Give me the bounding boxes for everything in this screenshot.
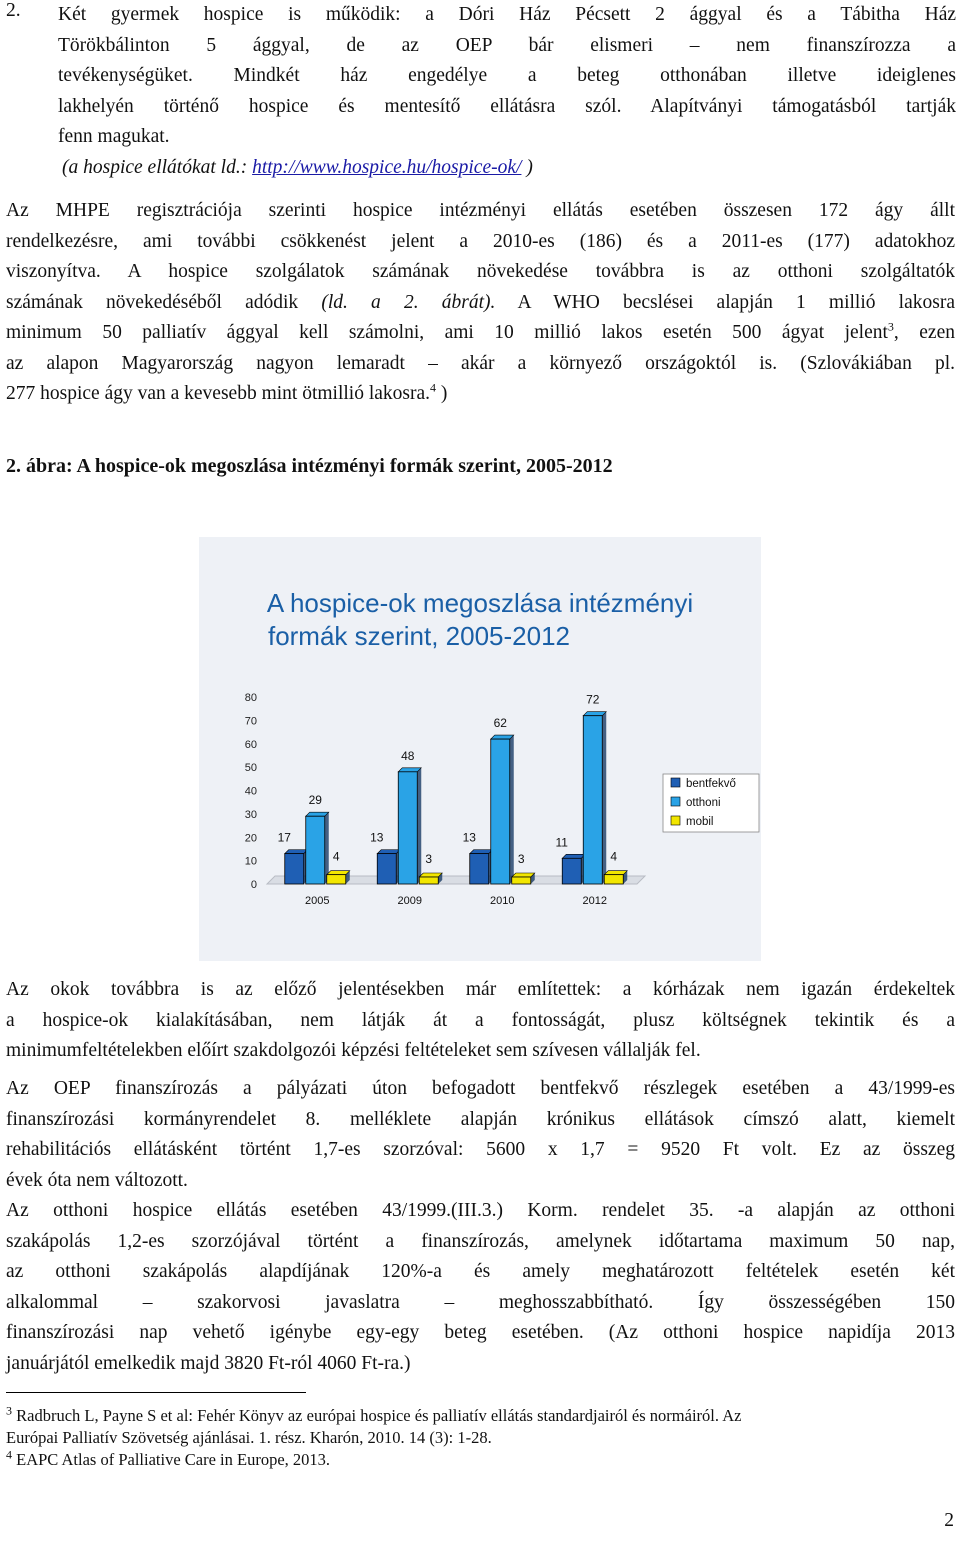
footnote-3 bbox=[6, 1405, 955, 1427]
legend-label: mobil bbox=[686, 816, 714, 828]
paragraph-mhpe bbox=[6, 196, 955, 410]
bar-top bbox=[604, 871, 627, 875]
text-segment: minimum 50 palliatív ággyal kell számolni, ami 10 millió lakos esetén 500 ágyat jelent bbox=[6, 322, 888, 343]
data-label: 3 bbox=[517, 851, 525, 866]
text-line: minimumfeltételekben előírt szakdolgozói képzési feltételeket sem szívesen vállalják fel. bbox=[6, 1040, 701, 1061]
footnotes bbox=[6, 1405, 955, 1471]
text-line: finanszírozási kormányrendelet 8. melléklete alapján krónikus ellátások címszó alatt, kiemelt bbox=[6, 1108, 955, 1130]
data-label: 3 bbox=[425, 851, 433, 866]
text-line bbox=[6, 379, 955, 410]
text-segment: , ezen bbox=[893, 322, 955, 343]
legend-label: bentfekvő bbox=[686, 778, 736, 790]
footnote-3-cont: Európai Palliatív Szövetség ajánlásai. 1. rész. Kharón, 2010. 14 (3): 1-28. bbox=[6, 1428, 492, 1447]
footnote-4 bbox=[6, 1449, 955, 1471]
bar-otthoni-2009 bbox=[398, 772, 417, 884]
data-label: 4 bbox=[610, 849, 618, 864]
footnote-ref-3[interactable]: 3 bbox=[887, 319, 894, 334]
legend-swatch bbox=[671, 778, 680, 787]
footnote-divider bbox=[6, 1392, 306, 1393]
legend-swatch bbox=[671, 797, 680, 806]
bar-chart bbox=[199, 537, 761, 961]
y-tick-label: 70 bbox=[244, 715, 257, 728]
chart-title-line-2: formák szerint, 2005-2012 bbox=[267, 621, 571, 651]
text-line: Két gyermek hospice is működik: a Dóri Ház Pécsett 2 ággyal és a Tábitha Ház bbox=[58, 4, 956, 25]
text-line: alkalommal – szakorvosi javaslatra – meghosszabbítható. Így összességében 150 bbox=[6, 1291, 955, 1313]
data-label: 4 bbox=[332, 849, 340, 864]
bar-mobil-2009 bbox=[419, 877, 438, 884]
bar-mobil-2012 bbox=[604, 875, 623, 884]
text-line: januárjától emelkedik majd 3820 Ft-ról 4060 Ft-ra.) bbox=[6, 1352, 411, 1374]
data-label: 62 bbox=[493, 716, 507, 731]
text-line: a hospice-ok kialakításában, nem látják át a fontosságát, plusz költségnek tekintik és a bbox=[6, 1009, 955, 1031]
bar-bentfekvő-2010 bbox=[470, 854, 489, 884]
y-tick-label: 40 bbox=[244, 785, 257, 798]
bar-mobil-2010 bbox=[512, 877, 531, 884]
paragraph-financing bbox=[6, 1074, 955, 1379]
bar-top bbox=[562, 854, 585, 858]
text-line: Az otthoni hospice ellátás esetében 43/1999.(III.3.) Korm. rendelet 35. -a alapján az otthoni bbox=[6, 1200, 955, 1221]
text-line bbox=[6, 318, 955, 349]
bar-otthoni-2010 bbox=[491, 739, 510, 884]
bar-bentfekvő-2012 bbox=[562, 858, 581, 884]
bar-otthoni-2012 bbox=[583, 716, 602, 884]
y-tick-label: 0 bbox=[250, 879, 257, 891]
hospice-link[interactable]: http://www.hospice.hu/hospice-ok/ bbox=[252, 157, 522, 178]
text-line: évek óta nem változott. bbox=[6, 1169, 188, 1191]
bar-side bbox=[417, 768, 421, 884]
bar-mobil-2005 bbox=[327, 875, 346, 884]
text-line: az otthoni szakápolás alapdíjának 120%-a és amely meghatározott feltételek esetén két bbox=[6, 1261, 955, 1282]
x-tick-label: 2012 bbox=[582, 895, 607, 907]
figure-caption: 2. ábra: A hospice-ok megoszlása intézményi formák szerint, 2005-2012 bbox=[6, 455, 613, 477]
text-line: szakápolás 1,2-es szorzójával történt a finanszírozás, amelynek időtartama maximum 50 nap, bbox=[6, 1230, 955, 1252]
y-tick-label: 50 bbox=[244, 762, 257, 775]
list-item-2 bbox=[6, 0, 956, 153]
reference-line bbox=[62, 157, 533, 179]
data-label: 13 bbox=[370, 830, 384, 845]
text-line: fenn magukat. bbox=[58, 126, 170, 147]
text-segment: 277 hospice ágy van a kevesebb mint ötmillió lakosra. bbox=[6, 383, 431, 404]
legend-label: otthoni bbox=[686, 797, 721, 809]
legend-swatch bbox=[671, 816, 680, 825]
bar-top bbox=[470, 850, 493, 854]
bar-bentfekvő-2009 bbox=[377, 854, 396, 884]
bar-top bbox=[398, 768, 421, 772]
bar-top bbox=[583, 712, 606, 716]
text-line: Törökbálinton 5 ággyal, de az OEP bár elismeri – nem finanszírozza a bbox=[58, 34, 956, 56]
list-item-text bbox=[58, 0, 956, 153]
bar-top bbox=[419, 873, 442, 877]
data-label: 17 bbox=[277, 830, 291, 845]
paragraph-reasons bbox=[6, 975, 955, 1067]
bar-bentfekvő-2005 bbox=[285, 854, 304, 884]
chart-title-line-1: A hospice-ok megoszlása intézményi bbox=[266, 588, 694, 618]
text-line: tevékenységüket. Mindkét ház engedélye a beteg otthonában illetve ideiglenes bbox=[58, 65, 956, 86]
y-tick-label: 10 bbox=[244, 855, 257, 868]
y-tick-label: 80 bbox=[244, 692, 257, 704]
text-line: Az OEP finanszírozás a pályázati úton befogadott bentfekvő részlegek esetében a 43/1999-es bbox=[6, 1078, 955, 1099]
x-tick-label: 2009 bbox=[397, 895, 422, 907]
footnote-mark: 3 bbox=[6, 1403, 12, 1418]
text-line: rehabilitációs ellátásként történt 1,7-es szorzóval: 5600 x 1,7 = 9520 Ft volt. Ez az összeg bbox=[6, 1139, 955, 1160]
text-line: az alapon Magyarország nagyon lemaradt – akár a környező országoktól is. (Szlovákiában pl. bbox=[6, 352, 955, 374]
chart-svg bbox=[199, 537, 761, 961]
reference-prefix: (a hospice ellátókat ld.: bbox=[62, 157, 253, 178]
y-tick-label: 30 bbox=[244, 808, 257, 821]
text-line: Az MHPE regisztrációja szerinti hospice intézményi ellátás esetében összesen 172 ágy állt bbox=[6, 200, 955, 221]
bar-side bbox=[510, 735, 514, 884]
footnote-text: Radbruch L, Payne S et al: Fehér Könyv az európai hospice és palliatív ellátás standardjairól és normáiról. Az bbox=[12, 1406, 742, 1425]
text-line: rendelkezésre, ami további csökkenést jelent a 2010-es (186) és a 2011-es (177) adatokhoz bbox=[6, 230, 955, 252]
reference-suffix: ) bbox=[521, 157, 533, 178]
bar-top bbox=[491, 735, 514, 739]
bar-side bbox=[602, 712, 606, 884]
text-segment: számának növekedéséből adódik bbox=[6, 291, 322, 313]
x-tick-label: 2005 bbox=[305, 895, 330, 907]
text-segment: A WHO becslései alapján 1 millió lakosra bbox=[495, 291, 955, 313]
y-tick-label: 60 bbox=[244, 738, 257, 751]
text-line: finanszírozási nap vehető igénybe egy-egy beteg esetében. (Az otthoni hospice napidíja 2013 bbox=[6, 1322, 955, 1343]
x-tick-label: 2010 bbox=[490, 895, 515, 907]
footnote-ref-4[interactable]: 4 bbox=[430, 380, 437, 395]
text-line: Az okok továbbra is az előző jelentésekben már említettek: a kórházak nem igazán érdekeltek bbox=[6, 979, 955, 1000]
figure-reference: (ld. a 2. ábrát). bbox=[321, 291, 496, 313]
data-label: 72 bbox=[586, 692, 600, 707]
bar-top bbox=[285, 850, 308, 854]
data-label: 29 bbox=[308, 793, 322, 808]
text-segment: ) bbox=[436, 383, 448, 404]
bar-top bbox=[377, 850, 400, 854]
bar-otthoni-2005 bbox=[306, 816, 325, 884]
text-line bbox=[6, 288, 955, 319]
bar-top bbox=[306, 812, 329, 816]
data-label: 48 bbox=[401, 748, 415, 763]
bar-top bbox=[512, 873, 535, 877]
data-label: 13 bbox=[462, 830, 476, 845]
data-label: 11 bbox=[555, 835, 568, 850]
footnote-text: EAPC Atlas of Palliative Care in Europe, 2013. bbox=[12, 1450, 331, 1469]
page-number: 2 bbox=[944, 1510, 954, 1531]
bar-top bbox=[327, 871, 350, 875]
list-item-number: 2. bbox=[6, 0, 21, 21]
y-tick-label: 20 bbox=[244, 832, 257, 845]
text-line: lakhelyén történő hospice és mentesítő ellátásra szól. Alapítványi támogatásból tartják bbox=[58, 95, 956, 117]
footnote-mark: 4 bbox=[6, 1447, 12, 1462]
text-line: viszonyítva. A hospice szolgálatok számának növekedése továbbra is az otthoni szolgáltatók bbox=[6, 261, 955, 282]
